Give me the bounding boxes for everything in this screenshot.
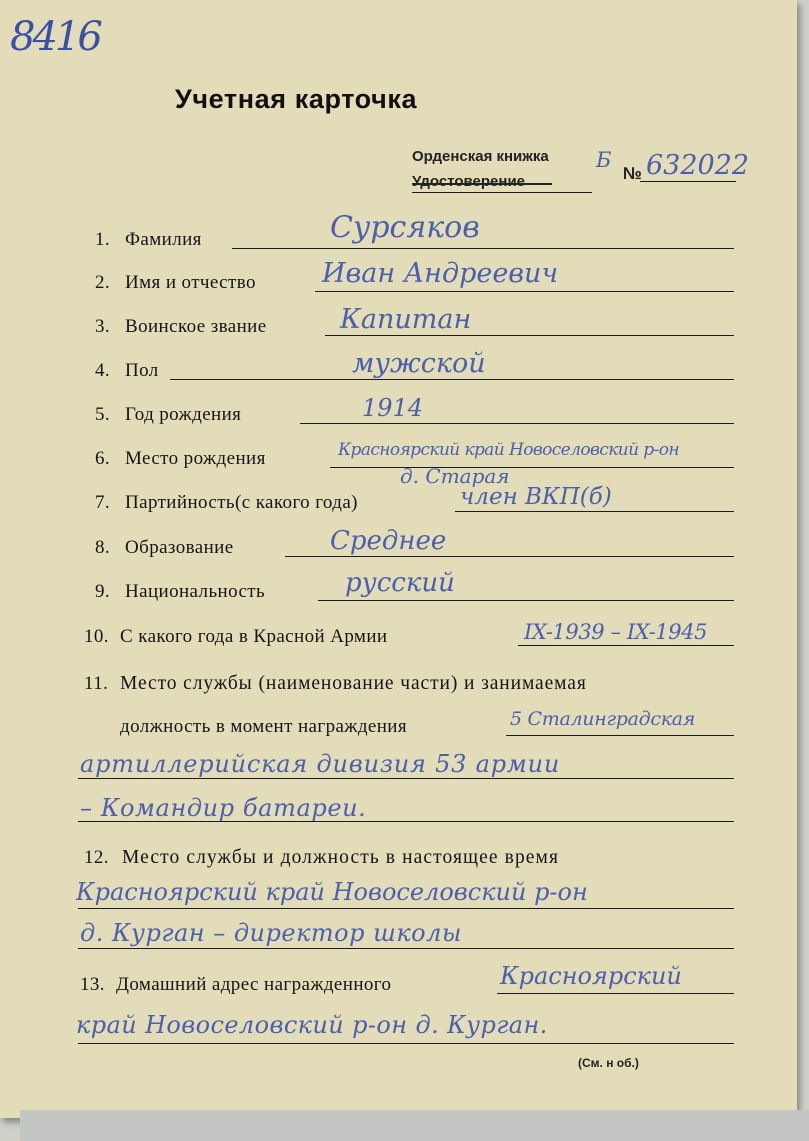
field-13-line-2: [78, 1043, 734, 1044]
field-5-label: Год рождения: [125, 404, 242, 425]
field-11-value: 5 Сталинградская: [510, 708, 696, 730]
field-12-number: 12.: [84, 847, 109, 868]
field-11-label-line-2: должность в момент награждения: [120, 716, 408, 737]
card-title: Учетная карточка: [175, 84, 418, 114]
field-13-value: Красноярский: [500, 962, 682, 990]
backing-surface: [20, 1110, 809, 1141]
field-1-label: Фамилия: [125, 229, 202, 250]
field-13-line-1: [497, 993, 734, 994]
number-underline: [640, 181, 736, 182]
document-number-sign: №: [623, 164, 642, 183]
field-1-number: 1.: [95, 229, 111, 250]
field-13-label: Домашний адрес награжденного: [116, 974, 392, 995]
field-10-label: С какого года в Красной Армии: [120, 626, 388, 647]
field-7-number: 7.: [95, 492, 111, 513]
field-11-number: 11.: [84, 673, 109, 694]
archive-number: 8416: [10, 14, 100, 60]
field-5-line: [300, 423, 734, 424]
field-9-line: [318, 600, 734, 601]
field-11-label: Место службы (наименование части) и занимаемая: [120, 673, 587, 694]
field-9-number: 9.: [95, 581, 111, 602]
field-12-label: Место службы и должность в настоящее время: [122, 847, 560, 868]
field-13-value-line-2: край Новоселовский р-он д. Курган.: [76, 1011, 548, 1039]
field-6-line: [330, 467, 734, 468]
field-4-line: [170, 379, 734, 380]
field-7-value: член ВКП(б): [460, 484, 612, 510]
field-10-line: [518, 645, 734, 646]
field-11-line-2: [78, 778, 734, 779]
field-4-label: Пол: [125, 360, 159, 381]
field-3-number: 3.: [95, 316, 111, 337]
document-series: Б: [596, 148, 612, 172]
field-5-value: 1914: [362, 394, 424, 422]
field-12-line-2: [78, 948, 734, 949]
header-underline: [412, 192, 592, 193]
field-2-number: 2.: [95, 272, 111, 293]
footer-note: (См. н об.): [578, 1056, 639, 1070]
field-12-line-1: [78, 908, 734, 909]
field-1-value: Сурсяков: [330, 210, 480, 245]
field-3-line: [325, 335, 734, 336]
field-1-line: [232, 248, 734, 249]
field-11-value-line-3: – Командир батареи.: [80, 794, 367, 822]
field-11-value-line-2: артиллерийская дивизия 53 армии: [80, 750, 561, 778]
field-12-value-line-2: д. Курган – директор школы: [80, 919, 462, 947]
field-2-line: [315, 291, 734, 292]
field-4-value: мужской: [352, 348, 486, 379]
field-8-number: 8.: [95, 537, 111, 558]
field-3-label: Воинское звание: [125, 316, 267, 337]
field-6-value-line-2: д. Старая: [400, 464, 510, 488]
document-type-label: Орденская книжка: [412, 148, 549, 165]
field-9-value: русский: [345, 568, 455, 598]
field-6-label: Место рождения: [125, 448, 266, 469]
field-4-number: 4.: [95, 360, 111, 381]
field-2-value: Иван Андреевич: [322, 258, 559, 289]
field-6-value: Красноярский край Новоселовский р-он: [338, 440, 679, 460]
crossed-out-line: [412, 183, 552, 185]
field-11-line-1: [506, 735, 734, 736]
field-10-value: IX-1939 – IX-1945: [524, 620, 708, 644]
field-6-number: 6.: [95, 448, 111, 469]
field-10-number: 10.: [84, 626, 109, 647]
field-7-line: [455, 511, 734, 512]
field-5-number: 5.: [95, 404, 111, 425]
field-2-label: Имя и отчество: [125, 272, 256, 293]
field-12-value: Красноярский край Новоселовский р-он: [76, 878, 588, 906]
field-8-line: [285, 556, 734, 557]
document-crossed-label: Удостоверение: [412, 173, 526, 190]
field-7-label: Партийность(с какого года): [125, 492, 358, 513]
field-13-number: 13.: [80, 974, 105, 995]
field-8-label: Образование: [125, 537, 234, 558]
field-3-value: Капитан: [340, 304, 472, 335]
field-8-value: Среднее: [330, 526, 447, 556]
document-number: 632022: [646, 150, 750, 181]
field-9-label: Национальность: [125, 581, 266, 602]
